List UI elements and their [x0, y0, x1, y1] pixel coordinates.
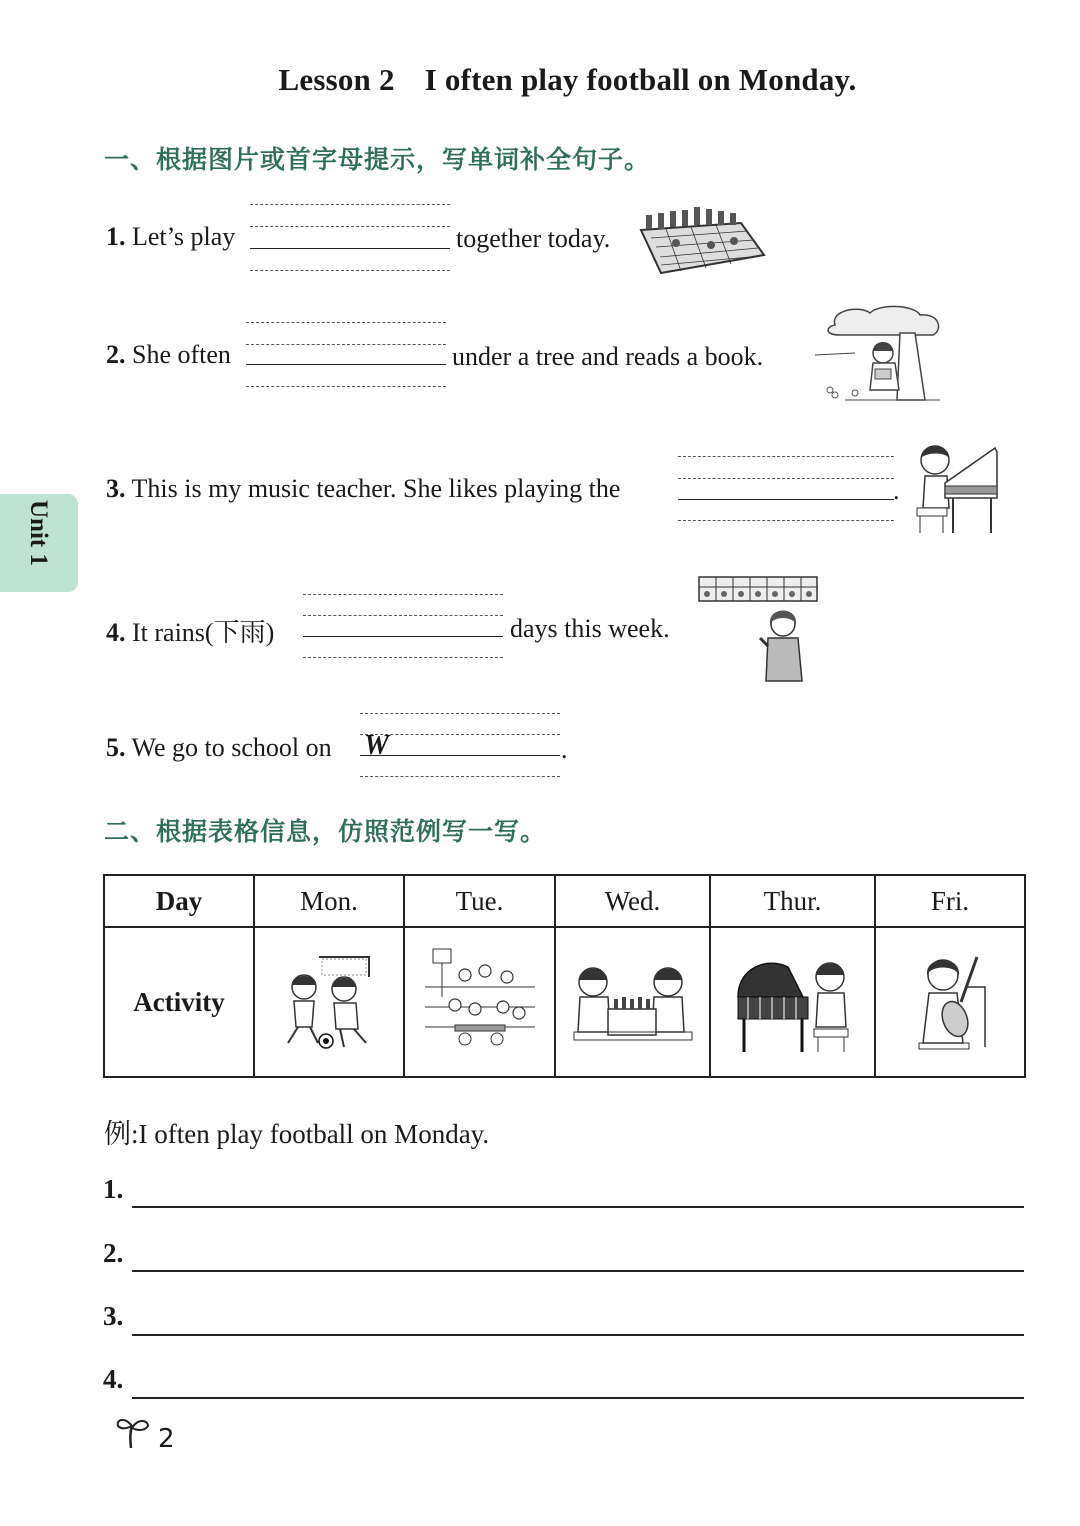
unit-tab: [0, 494, 78, 592]
answer-grid-5[interactable]: [360, 713, 560, 781]
activity-cell-thur: [710, 927, 875, 1077]
answer-line-3[interactable]: [132, 1334, 1024, 1336]
hint-letter: W: [364, 730, 389, 761]
schedule-table: [103, 874, 1026, 1078]
answer-grid-3[interactable]: [678, 456, 894, 524]
teacher-weather-chart-icon: [698, 576, 818, 686]
ping-pong-icon: [425, 947, 535, 1057]
row-label-day: Day: [104, 875, 254, 927]
question-1: 1. Let’s play: [106, 222, 236, 251]
day-tue: Tue.: [404, 875, 555, 927]
football-icon: [274, 947, 384, 1057]
answer-grid-4[interactable]: [303, 594, 503, 662]
question-2: 2. She often: [106, 340, 231, 369]
unit-tab-label: Unit 1: [25, 500, 52, 566]
table-row: [104, 875, 1025, 927]
table-row: [104, 927, 1025, 1077]
section1-heading: 一、根据图片或首字母提示，写单词补全句子。: [104, 145, 651, 174]
answer-number-3: 3.: [103, 1301, 124, 1331]
answer-line-4[interactable]: [132, 1397, 1024, 1399]
answer-number-4: 4.: [103, 1364, 124, 1394]
page-title: [0, 62, 1080, 98]
answer-number-2: 2.: [103, 1238, 124, 1268]
answer-grid-2[interactable]: [246, 322, 446, 390]
question-5: 5. We go to school on: [106, 733, 332, 762]
day-fri: Fri.: [875, 875, 1025, 927]
page-number: 2: [158, 1424, 175, 1454]
chess-icon: [568, 947, 698, 1057]
pipa-icon: [905, 947, 995, 1057]
question-5-after: .: [561, 735, 568, 764]
girl-reading-under-tree-icon: [815, 305, 945, 410]
question-1-after: together today.: [456, 224, 611, 253]
answer-grid-1[interactable]: [250, 204, 450, 272]
answer-line-2[interactable]: [132, 1270, 1024, 1272]
chess-board-icon: [636, 205, 766, 275]
answer-number-1: 1.: [103, 1174, 124, 1204]
lesson-sentence: I often play football on Monday.: [424, 62, 857, 97]
question-2-after: under a tree and reads a book.: [452, 342, 764, 371]
activity-cell-tue: [404, 927, 555, 1077]
day-thur: Thur.: [710, 875, 875, 927]
day-mon: Mon.: [254, 875, 404, 927]
example-sentence: 例:I often play football on Monday.: [104, 1119, 490, 1149]
piano-icon: [728, 947, 858, 1057]
row-label-activity: Activity: [104, 927, 254, 1077]
lesson-label: Lesson 2: [278, 62, 395, 97]
question-3: 3. This is my music teacher. She likes playing the: [106, 474, 621, 503]
day-wed: Wed.: [555, 875, 710, 927]
activity-cell-fri: [875, 927, 1025, 1077]
answer-line-1[interactable]: [132, 1206, 1024, 1208]
sprout-icon: [116, 1414, 150, 1450]
section2-heading: 二、根据表格信息，仿照范例写一写。: [104, 817, 547, 846]
question-4-after: days this week.: [510, 614, 670, 643]
activity-cell-wed: [555, 927, 710, 1077]
activity-cell-mon: [254, 927, 404, 1077]
question-3-after: .: [893, 476, 900, 505]
question-4: 4. It rains(下雨): [106, 618, 275, 647]
girl-playing-piano-icon: [905, 438, 1000, 538]
